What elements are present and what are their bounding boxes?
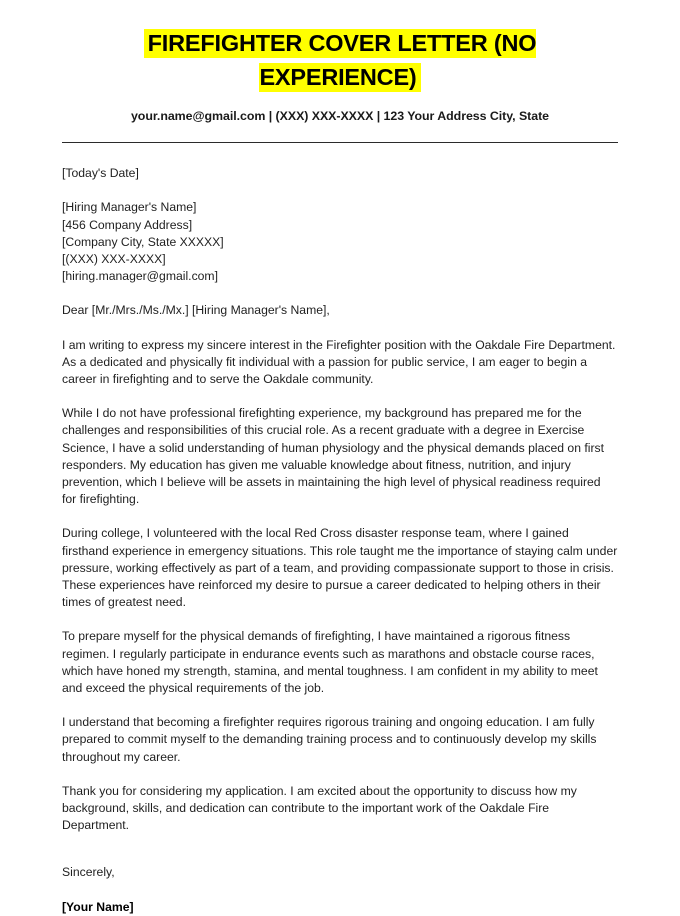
contact-row	[62, 107, 618, 125]
body-paragraph-6: Thank you for considering my application. I am excited about the opportunity to discuss how my background, skills, and dedication can contribute to the important work of the Oakdale Fire Department.	[62, 783, 577, 833]
salutation: Dear [Mr./Mrs./Ms./Mx.] [Hiring Manager's Name],	[62, 303, 330, 318]
recipient-name: [Hiring Manager's Name]	[62, 200, 197, 215]
contact-line: your.name@gmail.com | (XXX) XXX-XXXX | 123 Your Address City, State	[130, 109, 550, 124]
recipient-street: [456 Company Address]	[62, 217, 193, 232]
body-paragraph-4: To prepare myself for the physical demands of firefighting, I have maintained a rigorous fitness regimen. I regularly participate in endurance events such as marathons and obstacle course races, which have honed my strength, stamina, and mental toughness. I am confident in my ability to meet and exceed the physical requirements of the job.	[62, 629, 598, 695]
recipient-address-block	[62, 199, 618, 285]
date-line: [Today's Date]	[62, 166, 139, 181]
recipient-phone: [(XXX) XXX-XXXX]	[62, 251, 166, 266]
header-divider	[62, 142, 618, 143]
page-title: FIREFIGHTER COVER LETTER (NO EXPERIENCE)	[144, 29, 537, 92]
letter-body	[62, 165, 618, 916]
body-paragraph-1: I am writing to express my sincere interest in the Firefighter position with the Oakdale Fire Department. As a dedicated and physically fit individual with a passion for public service, I am eager to begin a career in firefighting and to serve the Oakdale community.	[62, 337, 616, 386]
date-block	[62, 165, 618, 182]
body-paragraph-2: While I do not have professional firefighting experience, my background has prepared me for the challenges and responsibilities of this crucial role. As a recent graduate with a degree in Exercise Science, I have a solid understanding of human physiology and the physical demands placed on first responders. My education has given me valuable knowledge about fitness, nutrition, and injury prevention, which I believe will be assets in maintaining the high level of physical readiness required for firefighting.	[62, 406, 605, 507]
body-paragraph-5: I understand that becoming a firefighter requires rigorous training and ongoing education. I am fully prepared to commit myself to the demanding training process and to continuously develop my skills throughout my career.	[62, 715, 597, 764]
closing-salutation: Sincerely,	[62, 865, 115, 880]
recipient-city-state-zip: [Company City, State XXXXX]	[62, 234, 224, 249]
signature-name: [Your Name]	[62, 899, 134, 914]
title-row	[62, 0, 618, 94]
body-paragraph-3: During college, I volunteered with the local Red Cross disaster response team, where I gained firsthand experience in emergency situations. This role taught me the importance of staying calm under pressure, working effectively as part of a team, and providing compassionate support to those in crisis. These experiences have reinforced my desire to pursue a career dedicated to helping others in their times of greatest need.	[62, 526, 618, 610]
recipient-email: [hiring.manager@gmail.com]	[62, 269, 218, 284]
